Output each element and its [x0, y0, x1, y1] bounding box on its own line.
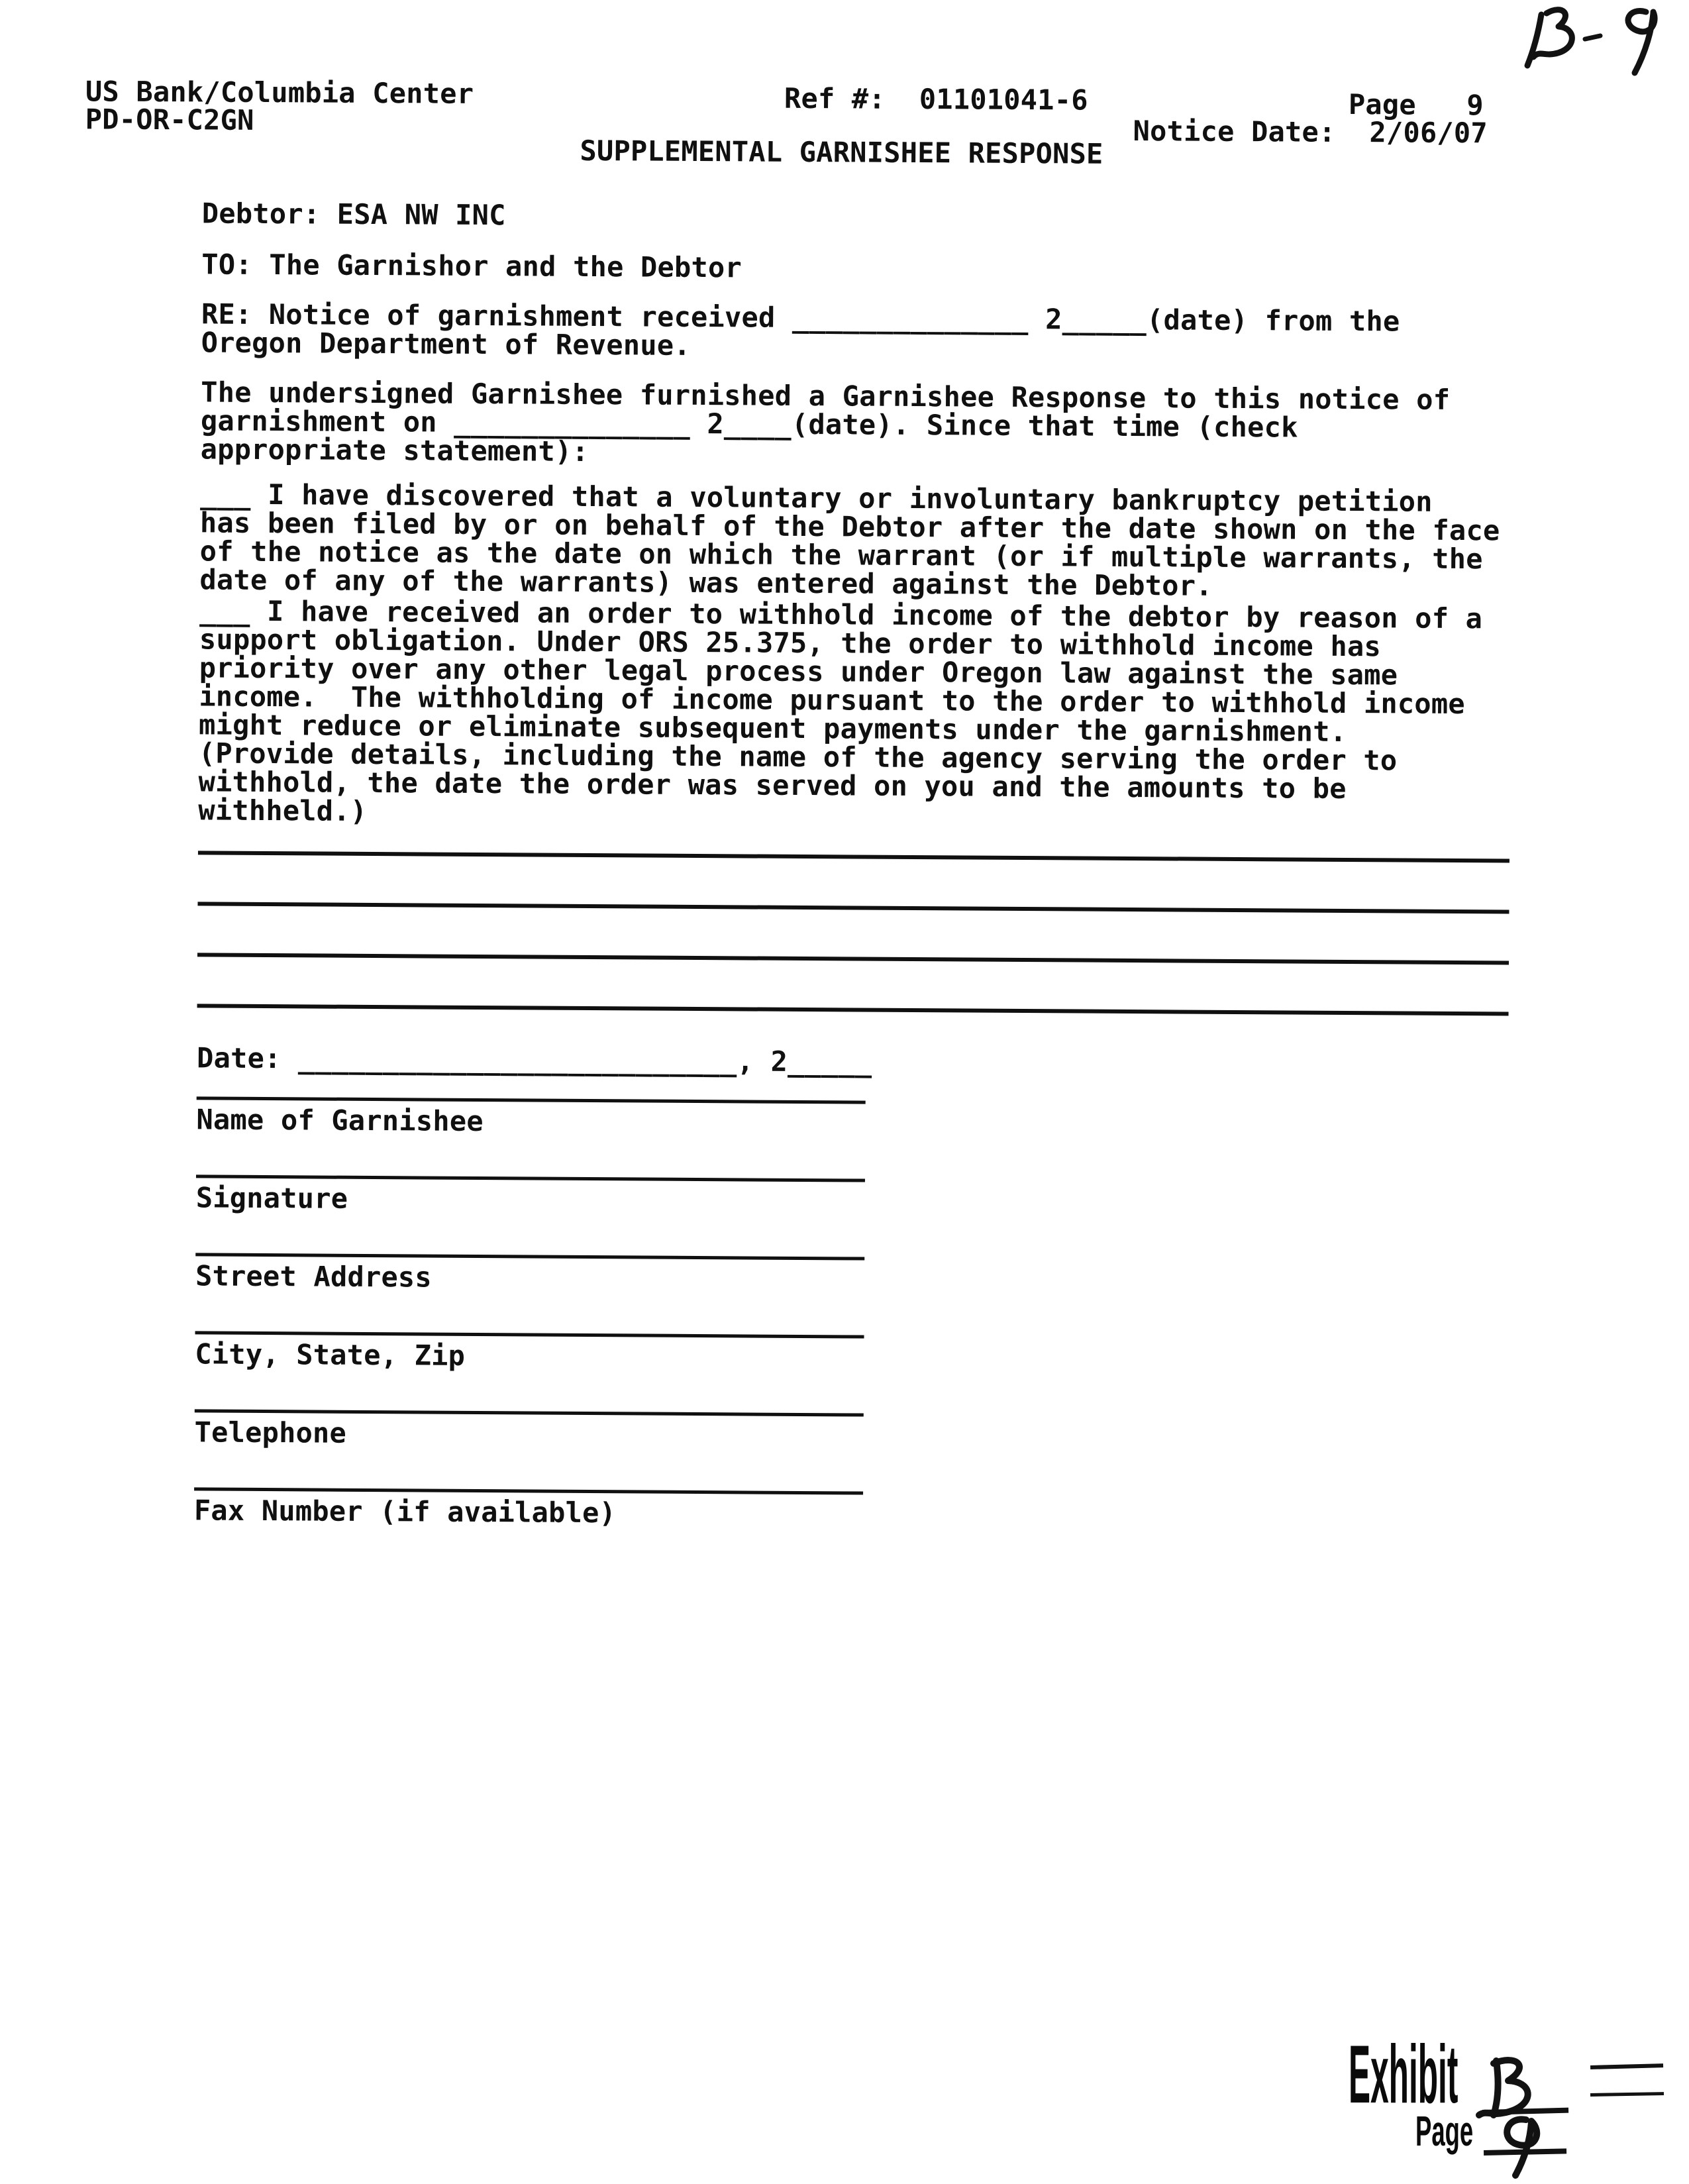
name-of-garnishee-label: Name of Garnishee: [196, 1103, 484, 1138]
response-writing-line-2: [197, 902, 1509, 913]
name-of-garnishee-line: [197, 1096, 866, 1104]
bank-name-line: US Bank/Columbia Center: [85, 75, 474, 110]
fax-number-line: [194, 1487, 863, 1494]
bankruptcy-option-paragraph: ___ I have discovered that a voluntary or involuntary bankruptcy petition has been filed by or on behalf of the Debtor after the date shown on the face of the notice as the date on which the warrant (or if multiple warrants, the date of any of the warrants) was entered against the Debtor.: [199, 478, 1500, 602]
debtor-line: Debtor: ESA NW INC: [201, 197, 506, 232]
signature-line: [196, 1174, 865, 1182]
page-number-line: Page 9: [1348, 87, 1484, 122]
response-writing-line-3: [197, 953, 1509, 964]
page-stamp-label: Page: [1415, 2107, 1474, 2155]
city-state-zip-line: [195, 1331, 864, 1338]
exhibit-stamp-label: Exhibit: [1349, 2029, 1459, 2120]
mail-code-line: PD-OR-C2GN: [85, 103, 254, 136]
street-address-label: Street Address: [195, 1259, 433, 1294]
handwritten-b9-mark: [1507, 1, 1666, 78]
notice-date-line: Notice Date: 2/06/07: [1133, 115, 1488, 150]
withhold-order-option-paragraph: ___ I have received an order to withhold income of the debtor by reason of a support obligation. Under ORS 25.375, the order to withhold income has priority over any other legal process under Oregon law against the same income. The withholding of income pursuant to the order to withhold income might reduce or eliminate subsequent payments under the garnishment. (Provide details, including the name of the agency serving the order to withhold, the date the order was served on you and the amounts to be withheld.): [198, 594, 1483, 827]
furnished-paragraph: The undersigned Garnishee furnished a Garnishee Response to this notice of garnishment on ______________ 2____(date). Since that time (check appropriate statement):: [200, 376, 1451, 468]
signature-label: Signature: [195, 1181, 348, 1215]
ref-number-line: Ref #: 01101041-6: [784, 81, 1088, 117]
street-address-line: [195, 1253, 864, 1260]
date-line: Date: __________________________, 2_____: [196, 1041, 872, 1078]
city-state-zip-label: City, State, Zip: [195, 1337, 466, 1372]
handwritten-page-number: [1492, 2114, 1551, 2181]
response-writing-line-1: [198, 851, 1510, 862]
re-paragraph: RE: Notice of garnishment received ______________ 2_____(date) from the Oregon Department of Revenue.: [201, 297, 1400, 362]
to-line: TO: The Garnishor and the Debtor: [201, 248, 742, 284]
response-writing-line-4: [197, 1004, 1509, 1015]
fax-number-label: Fax Number (if available): [193, 1494, 617, 1530]
telephone-label: Telephone: [194, 1416, 347, 1449]
document-title: SUPPLEMENTAL GARNISHEE RESPONSE: [580, 134, 1103, 170]
telephone-line: [195, 1409, 864, 1416]
